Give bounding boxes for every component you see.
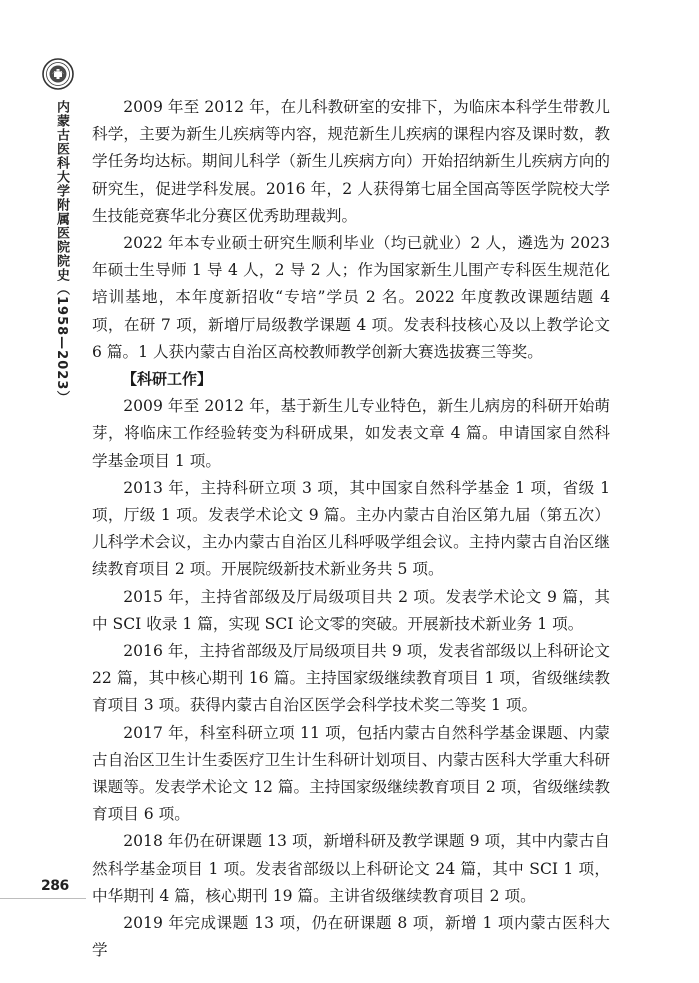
paragraph: 2013 年，主持科研立项 3 项，其中国家自然科学基金 1 项，省级 1 项，厅级 1 项。发表学术论文 9 篇。主办内蒙古自治区第九届（第五次）儿科学术会议，主办内蒙古自治区儿科呼吸学组会议。主持内蒙古自治区继续教育项目 2 项。开展院级新技术新业务共 5 项。 xyxy=(92,478,610,579)
paragraph: 2017 年，科室科研立项 11 项，包括内蒙古自然科学基金课题、内蒙古自治区卫生计生委医疗卫生计生科研计划项目、内蒙古医科大学重大科研课题等。发表学术论文 12 篇。主持国家级继续教育项目 2 项，省级继续教育项目 6 项。 xyxy=(92,723,610,824)
paragraph: 2009 年至 2012 年，在儿科教研室的安排下，为临床本科学生带教儿科学，主要为新生儿疾病等内容，规范新生儿疾病的课程内容及课时数，教学任务均达标。期间儿科学（新生儿疾病方向）开始招纳新生儿疾病方向的研究生，促进学科发展。2016 年，2 人获得第七届全国高等医学院校大学生技能竞赛华北分赛区优秀助理裁判。 xyxy=(92,98,610,225)
page-number: 286 xyxy=(41,878,69,894)
paragraph: 2022 年本专业硕士研究生顺利毕业（均已就业）2 人，遴选为 2023 年硕士生导师 1 导 4 人，2 导 2 人；作为国家新生儿围产专科医生规范化培训基地，本年度新招收“专培”学员 2 名。2022 年度教改课题结题 4 项，在研 7 项，新增厅局级教学课题 4 项。发表科技核心及以上教学论文 6 篇。1 人获内蒙古自治区高校教师教学创新大赛选拔赛三等奖。 xyxy=(92,234,610,361)
book-title: 内蒙古医科大学附属医院院史（1958—2023） xyxy=(54,100,69,405)
paragraph: 2009 年至 2012 年，基于新生儿专业特色，新生儿病房的科研开始萌芽，将临床工作经验转变为科研成果，如发表文章 4 篇。申请国家自然科学基金项目 1 项。 xyxy=(92,397,610,470)
paragraph: 2018 年仍在研课题 13 项，新增科研及教学课题 9 项，其中内蒙古自然科学基金项目 1 项。发表省部级以上科研论文 24 篇，其中 SCI 1 项，中华期刊 4 篇，核心期刊 19 篇。主讲省级继续教育项目 2 项。 xyxy=(92,832,610,905)
paragraph: 2019 年完成课题 13 项，仍在研课题 8 项，新增 1 项内蒙古医科大学 xyxy=(92,914,610,960)
page-number-rule xyxy=(0,898,86,899)
paragraph: 2016 年，主持省部级及厅局级项目共 9 项，发表省部级以上科研论文 22 篇，其中核心期刊 16 篇。主持国家级继续教育项目 1 项，省级继续教育项目 3 项。获得内蒙古自治区医学会科学技术奖二等奖 1 项。 xyxy=(92,642,610,715)
section-heading: 【科研工作】 xyxy=(122,370,213,389)
main-text xyxy=(92,94,610,965)
hospital-emblem-icon xyxy=(42,58,74,90)
paragraph: 2015 年，主持省部级及厅局级项目共 2 项。发表学术论文 9 篇，其中 SCI 收录 1 篇，实现 SCI 论文零的突破。开展新技术新业务 1 项。 xyxy=(92,587,610,633)
